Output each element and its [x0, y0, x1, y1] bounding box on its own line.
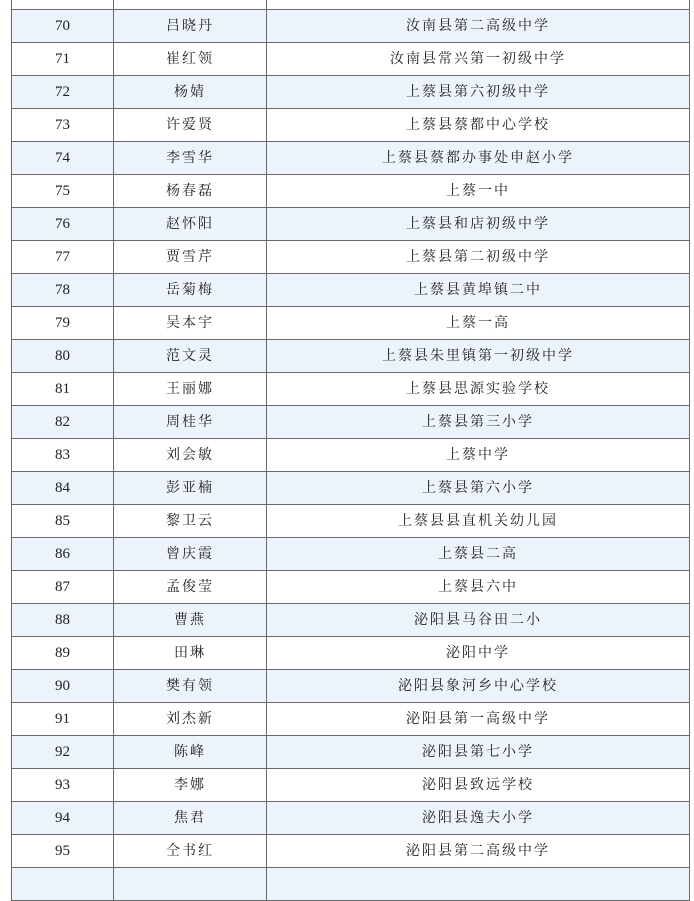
row-number-cell: 88 — [12, 604, 114, 637]
table-row — [12, 571, 690, 604]
row-number-cell: 81 — [12, 373, 114, 406]
school-cell: 上蔡县第二初级中学 — [267, 241, 690, 274]
name-cell: 岳菊梅 — [114, 274, 267, 307]
table-row — [12, 472, 690, 505]
name-cell: 周桂华 — [114, 406, 267, 439]
table-row — [12, 406, 690, 439]
school-cell: 上蔡县二高 — [267, 538, 690, 571]
table-row — [12, 670, 690, 703]
table-row — [12, 769, 690, 802]
row-number-cell: 84 — [12, 472, 114, 505]
row-number-cell: 90 — [12, 670, 114, 703]
school-cell: 汝南县常兴第一初级中学 — [267, 43, 690, 76]
name-cell: 曾庆霞 — [114, 538, 267, 571]
name-cell: 吕晓丹 — [114, 10, 267, 43]
school-cell: 上蔡县第三小学 — [267, 406, 690, 439]
row-number-cell: 86 — [12, 538, 114, 571]
row-number-cell: 87 — [12, 571, 114, 604]
school-cell: 上蔡一中 — [267, 175, 690, 208]
name-cell: 崔红领 — [114, 43, 267, 76]
roster-table — [11, 0, 690, 901]
name-cell: 吴本宇 — [114, 307, 267, 340]
table-row — [12, 43, 690, 76]
table-row — [12, 439, 690, 472]
school-cell: 泌阳县致远学校 — [267, 769, 690, 802]
table-row — [12, 10, 690, 43]
school-cell: 上蔡县六中 — [267, 571, 690, 604]
table-row — [12, 340, 690, 373]
table-row — [12, 175, 690, 208]
table-row — [12, 109, 690, 142]
school-cell — [267, 868, 690, 901]
row-number-cell: 77 — [12, 241, 114, 274]
school-cell: 上蔡县蔡都中心学校 — [267, 109, 690, 142]
school-cell: 上蔡县第六初级中学 — [267, 76, 690, 109]
name-cell: 范文灵 — [114, 340, 267, 373]
row-number-cell: 94 — [12, 802, 114, 835]
row-number-cell: 78 — [12, 274, 114, 307]
school-cell: 上蔡县和店初级中学 — [267, 208, 690, 241]
school-cell: 上蔡县第六小学 — [267, 472, 690, 505]
table-row — [12, 637, 690, 670]
name-cell: 陈峰 — [114, 736, 267, 769]
name-cell: 李娜 — [114, 769, 267, 802]
name-cell: 田琳 — [114, 637, 267, 670]
row-number-cell — [12, 868, 114, 901]
table-row — [12, 538, 690, 571]
row-number-cell: 89 — [12, 637, 114, 670]
row-number-cell: 76 — [12, 208, 114, 241]
school-cell: 上蔡县朱里镇第一初级中学 — [267, 340, 690, 373]
row-number-cell: 71 — [12, 43, 114, 76]
name-cell — [114, 0, 267, 10]
school-cell: 上蔡县思源实验学校 — [267, 373, 690, 406]
row-number-cell: 79 — [12, 307, 114, 340]
row-number-cell: 91 — [12, 703, 114, 736]
school-cell: 泌阳县象河乡中心学校 — [267, 670, 690, 703]
table-row — [12, 604, 690, 637]
school-cell: 泌阳县第二高级中学 — [267, 835, 690, 868]
row-number-cell: 75 — [12, 175, 114, 208]
school-cell: 上蔡一高 — [267, 307, 690, 340]
row-number-cell: 93 — [12, 769, 114, 802]
table-row — [12, 274, 690, 307]
table-row — [12, 703, 690, 736]
name-cell: 杨春磊 — [114, 175, 267, 208]
row-number-cell: 70 — [12, 10, 114, 43]
table-row — [12, 505, 690, 538]
school-cell: 上蔡中学 — [267, 439, 690, 472]
table-row — [12, 835, 690, 868]
table-row — [12, 736, 690, 769]
name-cell: 樊有领 — [114, 670, 267, 703]
school-cell: 泌阳县第一高级中学 — [267, 703, 690, 736]
table-row — [12, 373, 690, 406]
name-cell: 许爱贤 — [114, 109, 267, 142]
table-row — [12, 0, 690, 10]
table-row — [12, 241, 690, 274]
row-number-cell: 95 — [12, 835, 114, 868]
name-cell: 刘会敏 — [114, 439, 267, 472]
row-number-cell: 83 — [12, 439, 114, 472]
row-number-cell: 80 — [12, 340, 114, 373]
row-number-cell — [12, 0, 114, 10]
row-number-cell: 72 — [12, 76, 114, 109]
school-cell — [267, 0, 690, 10]
school-cell: 上蔡县蔡都办事处申赵小学 — [267, 142, 690, 175]
school-cell: 泌阳中学 — [267, 637, 690, 670]
table-row — [12, 868, 690, 901]
name-cell: 焦君 — [114, 802, 267, 835]
school-cell: 泌阳县第七小学 — [267, 736, 690, 769]
name-cell: 杨婧 — [114, 76, 267, 109]
name-cell: 刘杰新 — [114, 703, 267, 736]
row-number-cell: 92 — [12, 736, 114, 769]
name-cell: 黎卫云 — [114, 505, 267, 538]
row-number-cell: 74 — [12, 142, 114, 175]
name-cell: 王丽娜 — [114, 373, 267, 406]
school-cell: 上蔡县县直机关幼儿园 — [267, 505, 690, 538]
name-cell: 李雪华 — [114, 142, 267, 175]
name-cell: 彭亚楠 — [114, 472, 267, 505]
name-cell: 仝书红 — [114, 835, 267, 868]
row-number-cell: 73 — [12, 109, 114, 142]
row-number-cell: 82 — [12, 406, 114, 439]
name-cell: 曹燕 — [114, 604, 267, 637]
roster-table-body — [12, 0, 690, 901]
row-number-cell: 85 — [12, 505, 114, 538]
table-row — [12, 802, 690, 835]
table-row — [12, 76, 690, 109]
name-cell — [114, 868, 267, 901]
name-cell: 贾雪芹 — [114, 241, 267, 274]
name-cell: 孟俊莹 — [114, 571, 267, 604]
school-cell: 泌阳县马谷田二小 — [267, 604, 690, 637]
table-row — [12, 142, 690, 175]
name-cell: 赵怀阳 — [114, 208, 267, 241]
school-cell: 泌阳县逸夫小学 — [267, 802, 690, 835]
table-row — [12, 208, 690, 241]
school-cell: 上蔡县黄埠镇二中 — [267, 274, 690, 307]
table-row — [12, 307, 690, 340]
school-cell: 汝南县第二高级中学 — [267, 10, 690, 43]
roster-table-container — [11, 0, 689, 901]
